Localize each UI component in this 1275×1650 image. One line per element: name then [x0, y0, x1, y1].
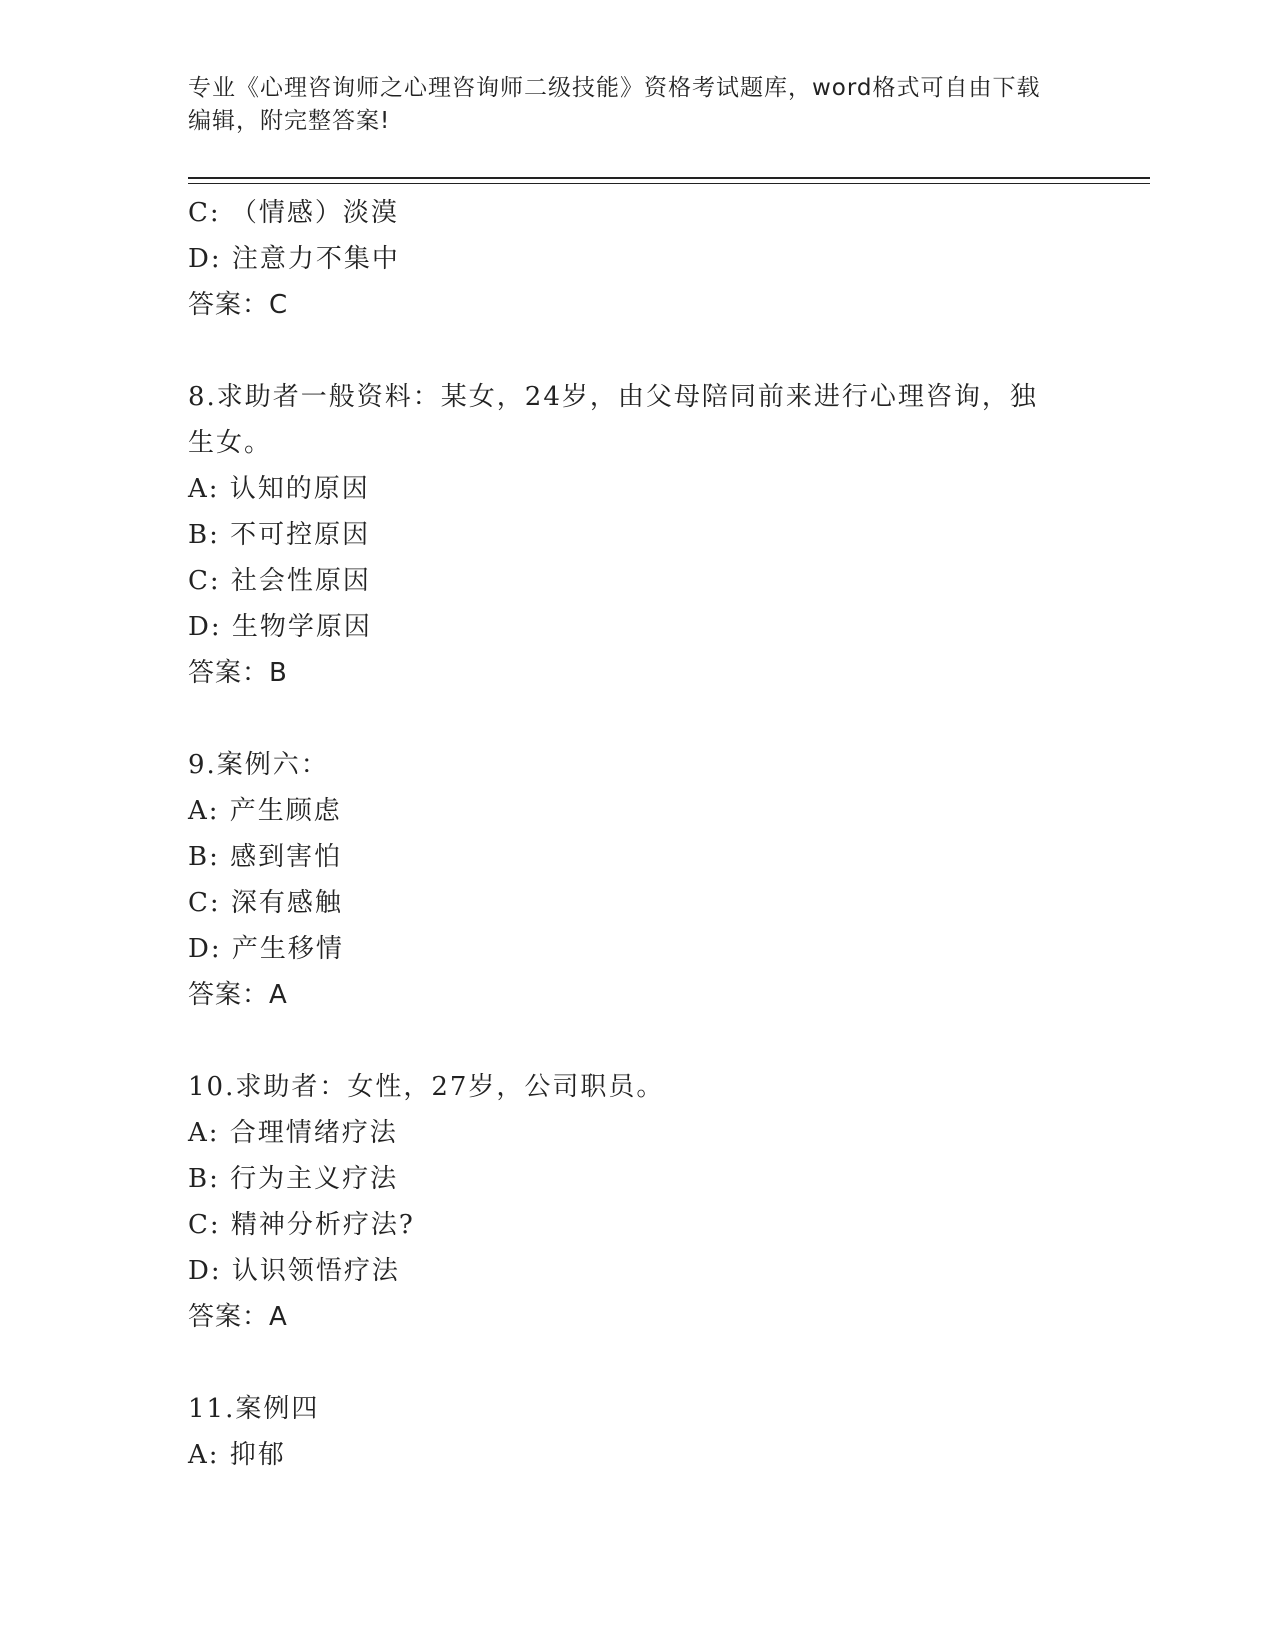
question-9 [188, 742, 1088, 1018]
header-rule-thick [188, 177, 1150, 179]
option-d: D: 生物学原因 [188, 612, 372, 642]
option-c: C: 深有感触 [188, 888, 343, 918]
answer-line: 答案：B [188, 658, 288, 688]
answer-line: 答案：A [188, 1302, 288, 1332]
answer-line: 答案：A [188, 980, 288, 1010]
question-stem: 11.案例四 [188, 1394, 320, 1424]
option-b: B: 行为主义疗法 [188, 1164, 399, 1194]
header-rule-thin [188, 183, 1150, 184]
option-b: B: 感到害怕 [188, 842, 343, 872]
question-7-continuation [188, 190, 1088, 328]
question-stem: 8.求助者一般资料：某女，24岁，由父母陪同前来进行心理咨询，独 [188, 382, 1038, 412]
header-line-1: 专业《心理咨询师之心理咨询师二级技能》资格考试题库，word格式可自由下载 [188, 75, 1041, 101]
option-a: A: 抑郁 [188, 1440, 286, 1470]
document-header [188, 72, 1088, 138]
option-a: A: 合理情绪疗法 [188, 1118, 398, 1148]
option-a: A: 认知的原因 [188, 474, 370, 504]
spacer [188, 696, 1088, 742]
option-d: D: 注意力不集中 [188, 244, 400, 274]
question-stem: 10.求助者：女性，27岁，公司职员。 [188, 1072, 665, 1102]
question-10 [188, 1064, 1088, 1340]
spacer [188, 328, 1088, 374]
option-b: B: 不可控原因 [188, 520, 371, 550]
question-stem: 9.案例六： [188, 750, 329, 780]
question-stem-continued: 生女。 [188, 428, 273, 458]
option-c: C: 精神分析疗法? [188, 1210, 415, 1240]
spacer [188, 1018, 1088, 1064]
question-11 [188, 1386, 1088, 1478]
question-list [188, 190, 1088, 1478]
option-c: C: （情感）淡漠 [188, 198, 399, 228]
option-d: D: 产生移情 [188, 934, 344, 964]
header-line-2: 编辑，附完整答案! [188, 108, 391, 134]
option-a: A: 产生顾虑 [188, 796, 342, 826]
option-d: D: 认识领悟疗法 [188, 1256, 400, 1286]
spacer [188, 1340, 1088, 1386]
option-c: C: 社会性原因 [188, 566, 371, 596]
answer-line: 答案：C [188, 290, 289, 320]
question-8 [188, 374, 1088, 696]
